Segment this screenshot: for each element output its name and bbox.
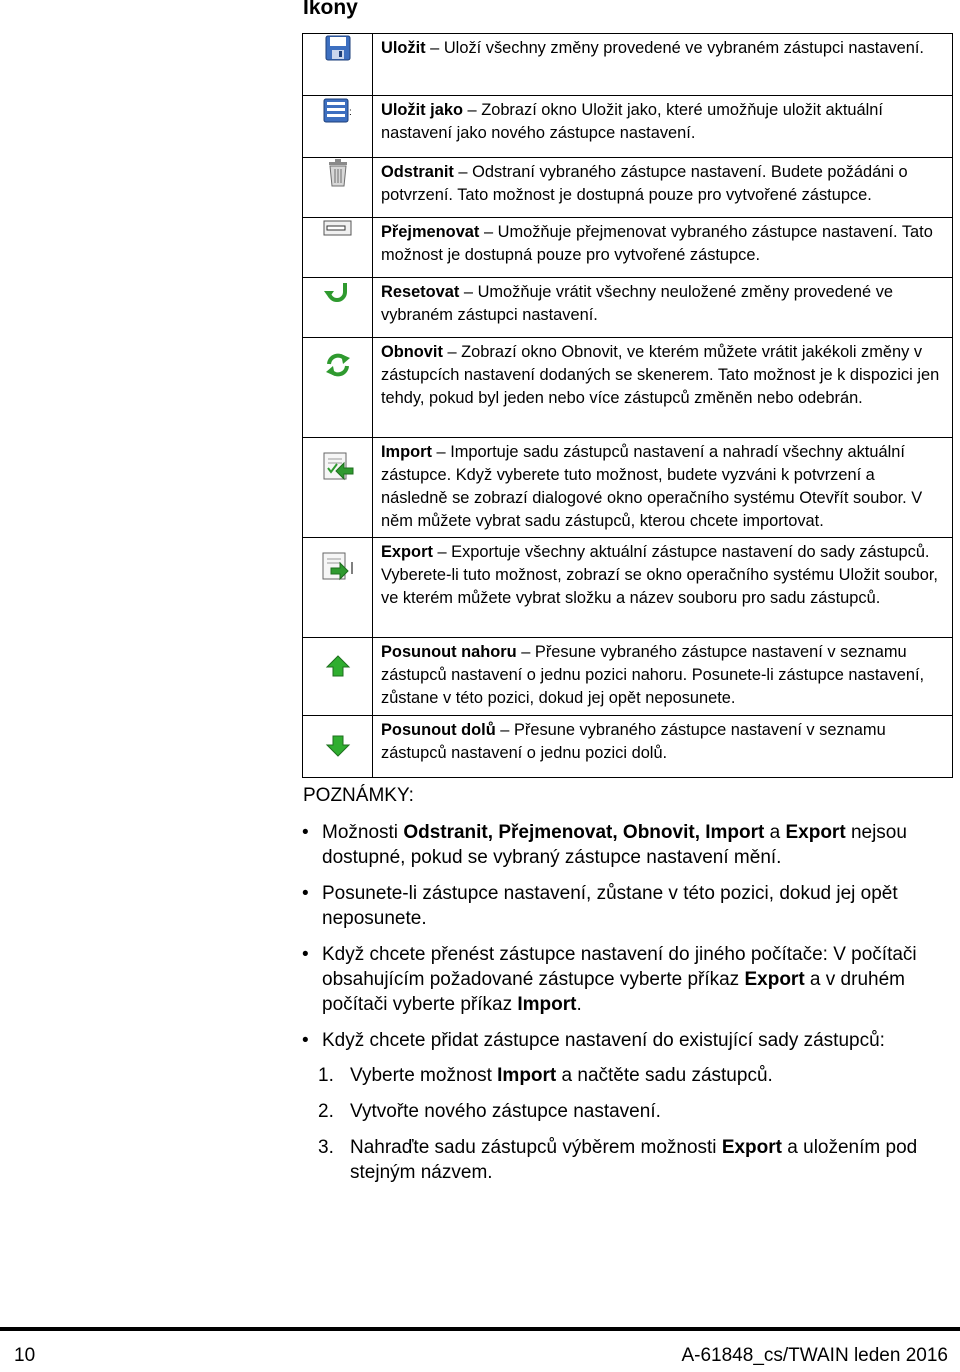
- step-text: Vytvořte nového zástupce nastavení.: [350, 1101, 661, 1122]
- note-bold: Export: [785, 822, 846, 843]
- table-row: [303, 538, 953, 638]
- restore-icon: [323, 350, 353, 380]
- table-row: [303, 638, 953, 716]
- table-row: [303, 278, 953, 338]
- trash-icon: [325, 158, 351, 188]
- notes-label: POZNÁMKY:: [303, 785, 414, 806]
- step-text: Vyberte možnost: [350, 1065, 498, 1086]
- row-title: Uložit jako: [381, 101, 463, 119]
- page-heading: Ikony: [303, 0, 358, 19]
- note-bold: Export: [744, 969, 805, 990]
- note-text: .: [576, 994, 582, 1015]
- notes-list: [302, 820, 960, 1064]
- note-text: Posunete-li zástupce nastavení, zůstane v této pozici, dokud jej opět neposunete.: [322, 883, 898, 929]
- note-text: nejsou dostupné, pokud se vybraný zástupce nastavení mění.: [322, 822, 907, 868]
- row-text: – Zobrazí okno Obnovit, ve kterém můžete vrátit jakékoli změny v zástupcích nastavení dodaných se skenerem. Tato možnost je k dispozici jen tehdy, pokud byl jeden nebo více zástupců změněn nebo odebrán.: [381, 343, 940, 407]
- export-icon: [321, 550, 355, 582]
- arrow-up-icon: [325, 654, 351, 678]
- import-icon: [322, 450, 354, 482]
- step-text: a načtěte sadu zástupců.: [556, 1065, 773, 1086]
- list-item: [302, 881, 960, 931]
- row-title: Uložit: [381, 39, 426, 57]
- list-item: [318, 1063, 958, 1088]
- row-title: Posunout nahoru: [381, 643, 517, 661]
- save-as-icon: [322, 96, 354, 124]
- note-text: Když chcete přidat zástupce nastavení do existující sady zástupců:: [322, 1030, 885, 1051]
- row-text: – Zobrazí okno Uložit jako, které umožňuje uložit aktuální nastavení jako nového zástupce nastavení.: [381, 101, 883, 142]
- row-title: Odstranit: [381, 163, 454, 181]
- row-text: – Odstraní vybraného zástupce nastavení. Budete požádáni o potvrzení. Tato možnost je dostupná pouze pro vytvořené zástupce.: [381, 163, 908, 204]
- note-text: a: [764, 822, 786, 843]
- note-text: Možnosti: [322, 822, 404, 843]
- row-text: – Uloží všechny změny provedené ve vybraném zástupci nastavení.: [425, 39, 924, 57]
- table-row: [303, 218, 953, 278]
- row-text: – Umožňuje vrátit všechny neuložené změny provedené ve vybraném zástupci nastavení.: [381, 283, 894, 324]
- row-text: – Přesune vybraného zástupce nastavení v seznamu zástupců nastavení o jednu pozici nahoru. Posunete-li zástupce nastavení, zůstane v této pozici, dokud jej opět neposunete.: [381, 643, 925, 707]
- note-bold: Odstranit, Přejmenovat, Obnovit, Import: [403, 822, 765, 843]
- row-title: Resetovat: [381, 283, 460, 301]
- note-text: a v druhém počítači vyberte příkaz: [322, 969, 905, 1015]
- icons-table: [302, 33, 953, 778]
- row-text: – Umožňuje přejmenovat vybraného zástupce nastavení. Tato možnost je dostupná pouze pro vytvořené zástupce.: [381, 223, 933, 264]
- step-text: a uložením pod stejným názvem.: [350, 1137, 918, 1183]
- note-bold: Import: [517, 994, 577, 1015]
- row-title: Obnovit: [381, 343, 443, 361]
- table-row: [303, 34, 953, 96]
- reset-icon: [324, 278, 352, 306]
- svg-text::: :: [348, 107, 352, 118]
- table-row: [303, 96, 953, 158]
- row-text: – Exportuje všechny aktuální zástupce nastavení do sady zástupců. Vyberete-li tuto možnost, zobrazí se okno operačního systému Uložit soubor, ve kterém můžete vybrat složku a název souboru pro sadu zástupců.: [381, 543, 938, 607]
- table-row: [303, 158, 953, 218]
- row-title: Import: [381, 443, 432, 461]
- footer-divider: [0, 1327, 960, 1331]
- step-number: 3.: [318, 1137, 334, 1158]
- steps-list: [318, 1063, 958, 1196]
- step-text: Nahraďte sadu zástupců výběrem možnosti: [350, 1137, 722, 1158]
- list-item: [302, 1028, 960, 1053]
- step-number: 1.: [318, 1065, 334, 1086]
- row-title: Posunout dolů: [381, 721, 496, 739]
- list-item: [302, 942, 960, 1017]
- list-item: [302, 820, 960, 870]
- save-icon: [324, 34, 352, 62]
- step-bold: Export: [721, 1137, 782, 1158]
- row-text: – Importuje sadu zástupců nastavení a nahradí všechny aktuální zástupce. Když vyberete tuto možnost, budete vyzváni k potvrzení a následně se zobrazí dialogové okno operačního systému Otevřít soubor. V něm můžete vybrat sadu zástupců, kterou chcete importovat.: [381, 443, 923, 530]
- table-row: [303, 438, 953, 538]
- row-text: – Přesune vybraného zástupce nastavení v seznamu zástupců nastavení o jednu pozici dolů.: [381, 721, 886, 762]
- table-row: [303, 716, 953, 778]
- page-number: 10: [14, 1345, 36, 1366]
- note-text: Když chcete přenést zástupce nastavení do jiného počítače: V počítači obsahujícím požadované zástupce vyberte příkaz: [322, 944, 917, 990]
- list-item: [318, 1135, 958, 1185]
- step-number: 2.: [318, 1101, 334, 1122]
- list-item: [318, 1099, 958, 1124]
- rename-icon: [323, 218, 353, 238]
- arrow-down-icon: [325, 734, 351, 758]
- row-title: Export: [381, 543, 433, 561]
- document-id: A-61848_cs/TWAIN leden 2016: [681, 1345, 948, 1366]
- table-row: [303, 338, 953, 438]
- step-bold: Import: [497, 1065, 557, 1086]
- row-title: Přejmenovat: [381, 223, 480, 241]
